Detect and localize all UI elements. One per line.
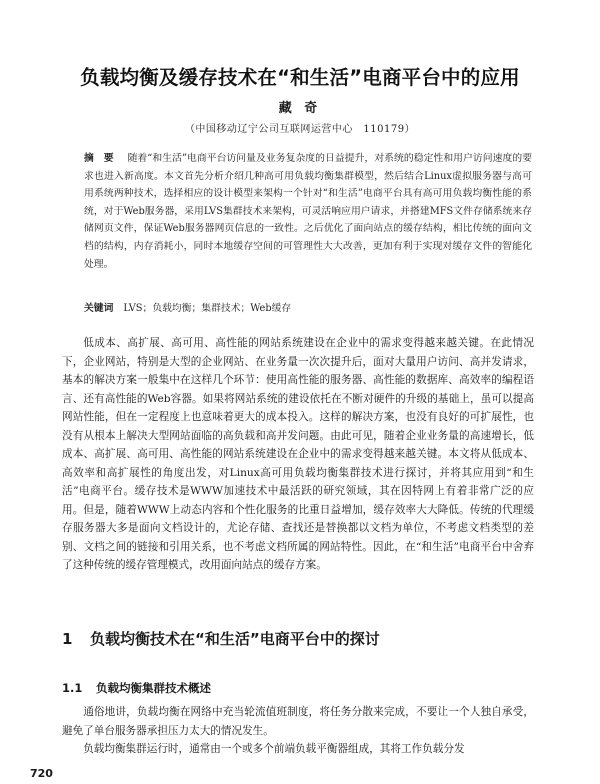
- subsection-heading-1-1: [62, 680, 211, 696]
- section-number: 1: [62, 630, 73, 648]
- keywords-label: 关键词: [84, 303, 114, 314]
- keywords-text: LVS；负载均衡；集群技术；Web缓存: [123, 303, 292, 314]
- author-affiliation: （中国移动辽宁公司互联网运营中心 110179）: [184, 124, 416, 135]
- subsection-title: 负载均衡集群技术概述: [96, 681, 211, 695]
- intro-paragraph: 低成本、高扩展、高可用、高性能的网站系统建设在企业中的需求变得越来越关键。在此情况下，企业网站，特别是大型的企业网站、在业务量一次次提升后，面对大量用户访问、高并发请求，基本的解决方案一般集中在这样几个环节：使用高性能的服务器、高性能的数据库、高效率的编程语言、还有高性能的Web容器。如果将网站系统的建设依托在不断对硬件的升级的基础上，虽可以提高网站性能，但在一定程度上也意味着更大的成本投入。这样的解决方案，也没有良好的可扩展性，也没有从根本上解决大型网站面临的高负载和高并发问题。由此可见，随着企业业务量的高速增长，低成本、高扩展、高可用、高性能的网站系统建设在企业中的需求变得越来越关键。本文将从低成本、高效率和高扩展性的角度出发，对Linux高可用负载均衡集群技术进行探讨，并将其应用到“和生活”电商平台。缓存技术是WWW加速技术中最活跃的研究领域，其在因特网上有着非常广泛的应用。但是，随着WWW上动态内容和个性化服务的比重日益增加，缓存效率大大降低。传统的代理缓存服务器大多是面向文档设计的，尤论存储、查找还是替换都以文档为单位，不考虑文档类型的差别、文档之间的链接和引用关系，也不考虑文档所属的网站特性。因此，在“和生活”电商平台中舍弃了这种传统的缓存管理模式，改用面向站点的缓存方案。: [62, 337, 534, 571]
- section-heading-1: [62, 628, 380, 649]
- subsection-paragraph-1: 通俗地讲，负载均衡在网络中充当轮流值班制度，将任务分散来完成，不要让一个人独自承受，避免了单台服务器承担压力太大的情况发生。: [62, 706, 534, 737]
- keywords-block: [84, 300, 532, 314]
- abstract-text: 随着“和生活”电商平台访问量及业务复杂度的日益提升，对系统的稳定性和用户访问速度的要求也进入新高度。本文首先分析介绍几种高可用负载均衡集群模型，然后结合Linux虚拟服务器与高可用系统两种技术，选择相应的设计模型来架构一个针对“和生活”电商平台具有高可用负载均衡性能的系统，对于Web服务器，采用LVS集群技术来架构，可灵活响应用户请求，并搭建MFS文件存储系统来存储网页文件，保证Web服务器网页信息的一致性。之后优化了面向站点的缓存结构，相比传统的面向文档的结构，内存消耗小，同时本地缓存空间的可管理性大大改善，更加有利于实现对缓存文件的智能化处理。: [84, 153, 532, 270]
- subsection-paragraph-2: 负载均衡集群运行时，通常由一个或多个前端负载平衡器组成，其将工作负载分发: [83, 743, 465, 755]
- author-name: 藏 奇: [278, 101, 322, 116]
- paper-title: 负载均衡及缓存技术在“和生活”电商平台中的应用: [80, 66, 520, 89]
- section-title: 负载均衡技术在“和生活”电商平台中的探讨: [90, 630, 380, 648]
- abstract-label: 摘 要: [84, 153, 114, 164]
- page-number: 720: [30, 767, 53, 780]
- subsection-number: 1.1: [62, 681, 83, 695]
- abstract-block: [84, 150, 532, 273]
